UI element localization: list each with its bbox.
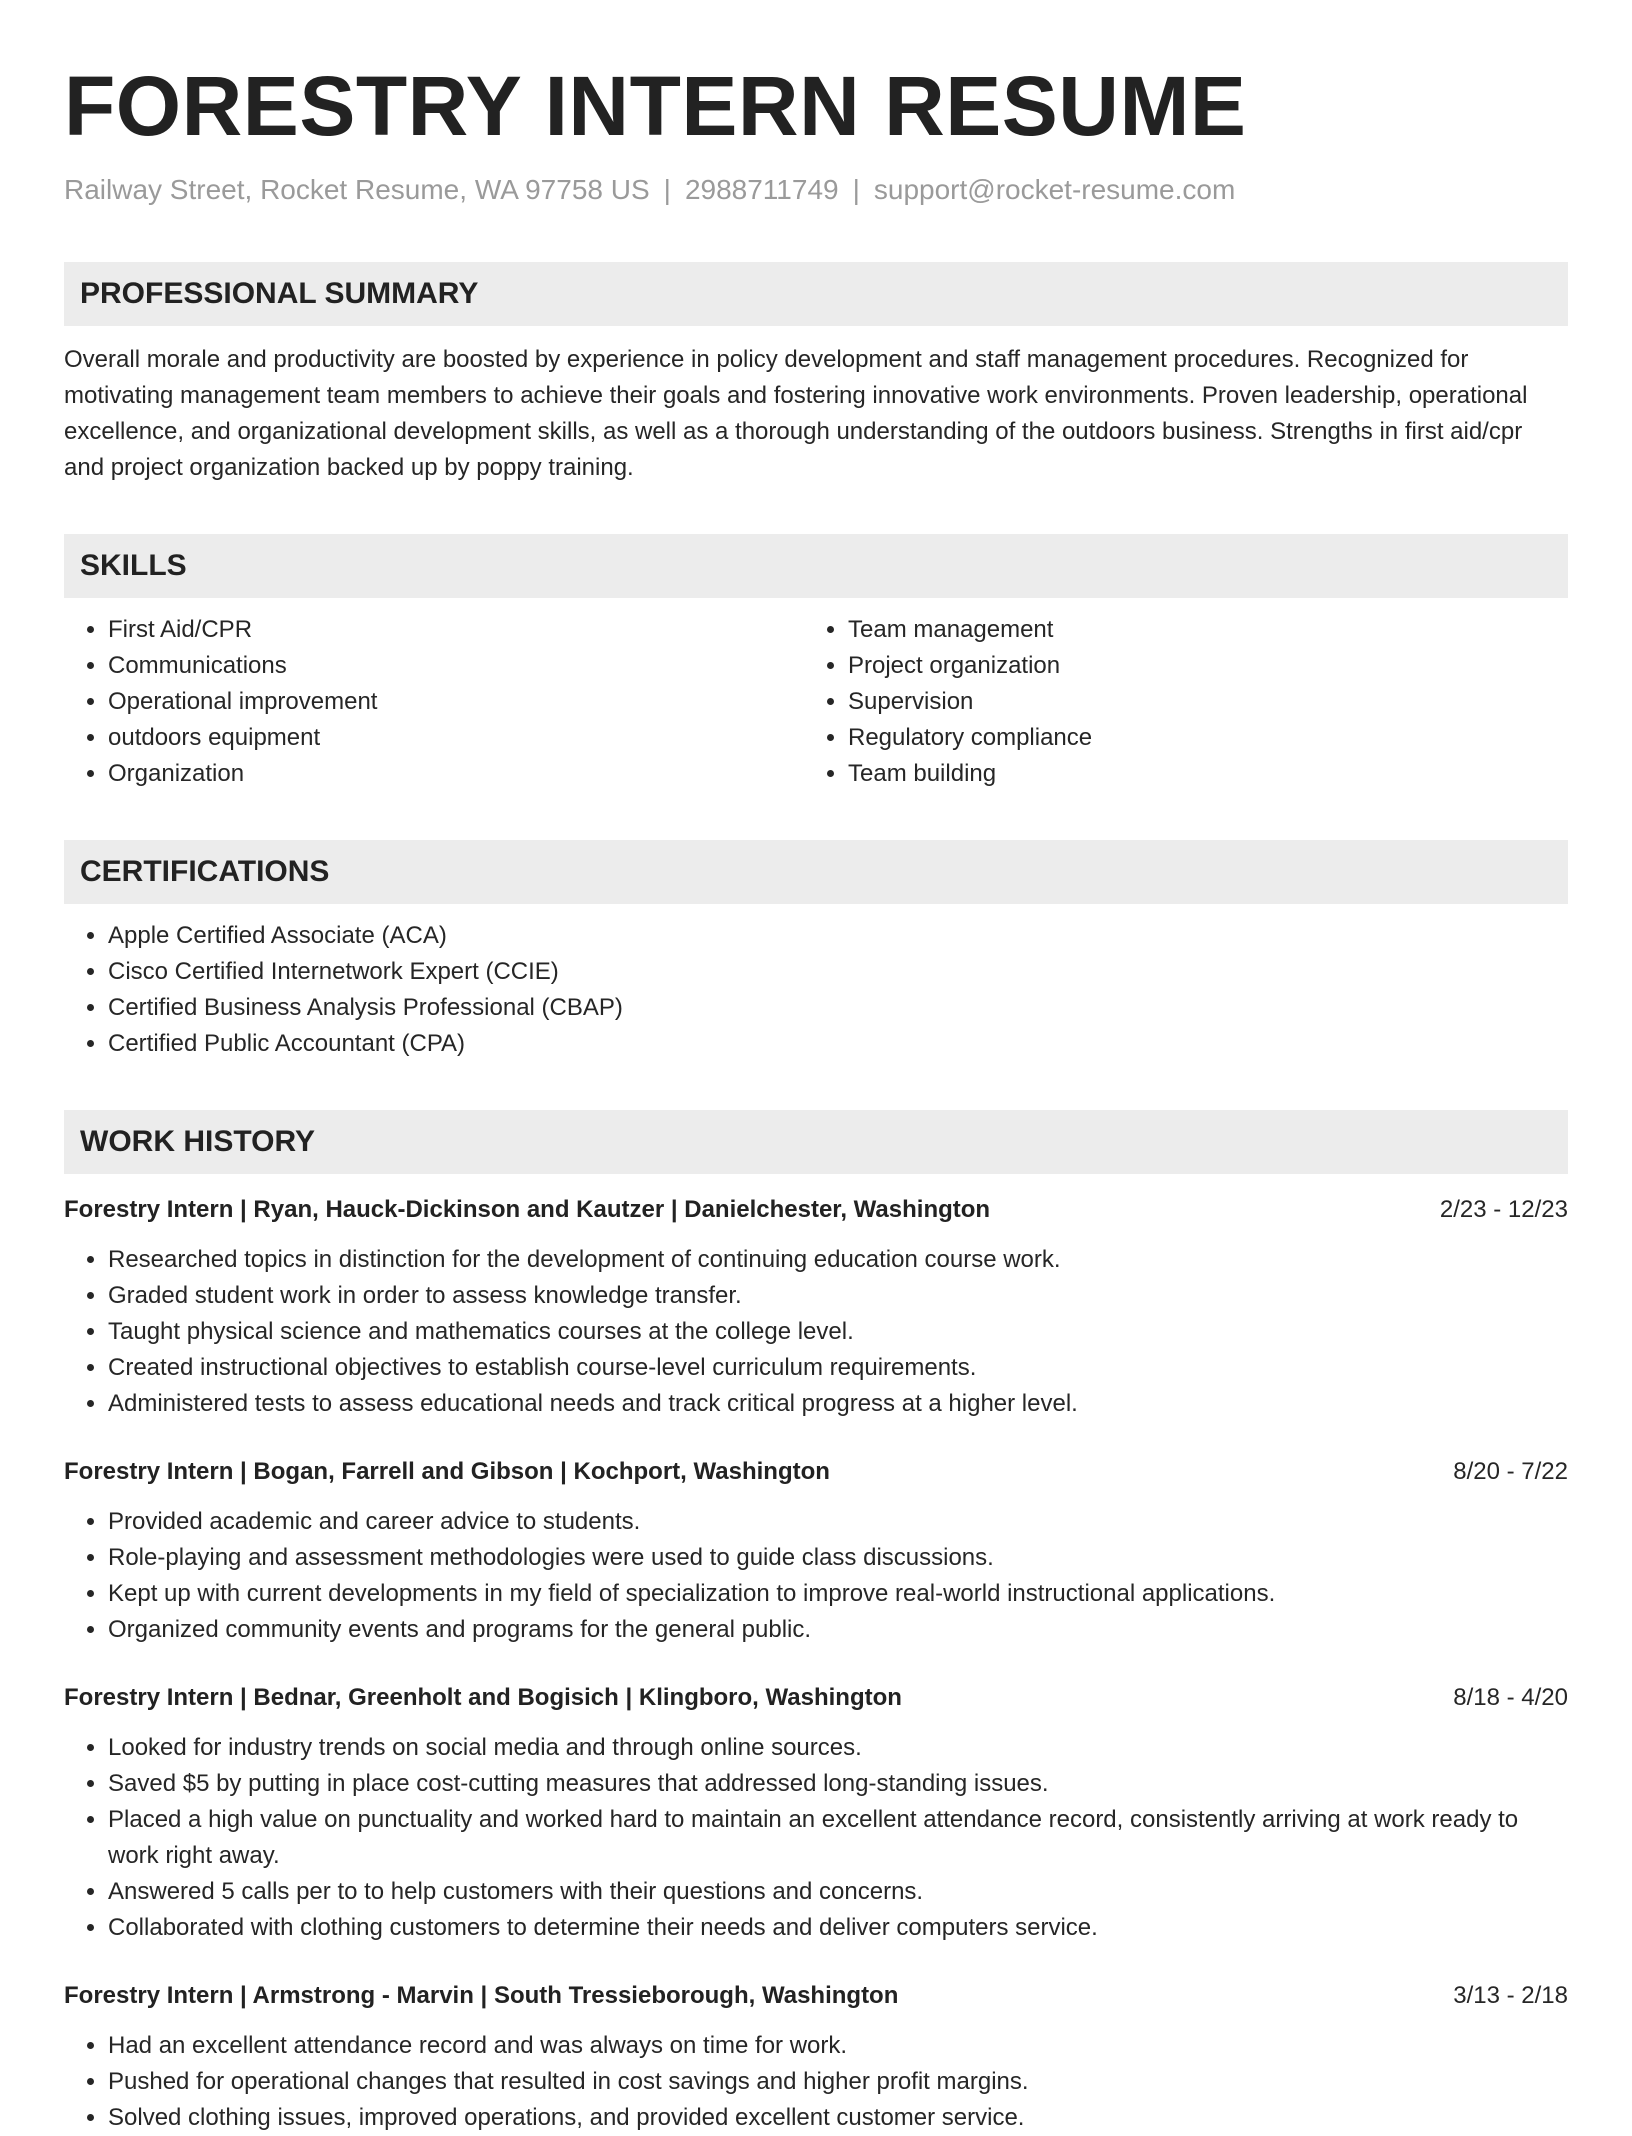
certifications-list	[64, 918, 1568, 1062]
resume-title: FORESTRY INTERN RESUME	[64, 59, 1247, 153]
job-bullet: • Answered 5 calls per to to help customers with their questions and concerns.	[108, 1874, 1568, 1910]
job-bullets	[64, 1242, 1568, 1422]
contact-email: support@rocket-resume.com	[873, 174, 1236, 205]
job-entry	[64, 1978, 1568, 2136]
job-bullet: • Taught physical science and mathematics courses at the college level.	[108, 1314, 1568, 1350]
job-title: Forestry Intern | Armstrong - Marvin | South Tressieborough, Washington	[64, 1982, 899, 2009]
skills-heading: SKILLS	[64, 534, 1568, 598]
job-bullet: • Kept up with current developments in my field of specialization to improve real-world instructional applications.	[108, 1576, 1568, 1612]
contact-address: Railway Street, Rocket Resume, WA 97758 US	[64, 174, 650, 205]
skill-item: • Team management	[848, 612, 1544, 648]
work-history-heading: WORK HISTORY	[64, 1110, 1568, 1174]
job-dates: 3/13 - 2/18	[1453, 1982, 1568, 2009]
contact-phone: 2988711749	[684, 174, 839, 205]
job-bullet: • Looked for industry trends on social media and through online sources.	[108, 1730, 1568, 1766]
job-bullet: • Collaborated with clothing customers to determine their needs and deliver computers service.	[108, 1910, 1568, 1946]
job-entry	[64, 1454, 1568, 1648]
skill-item: • Regulatory compliance	[848, 720, 1544, 756]
job-bullet: • Had an excellent attendance record and was always on time for work.	[108, 2028, 1568, 2064]
job-title: Forestry Intern | Ryan, Hauck-Dickinson and Kautzer | Danielchester, Washington	[64, 1196, 991, 1223]
job-bullets	[64, 2028, 1568, 2136]
job-entry	[64, 1192, 1568, 1422]
contact-separator: |	[663, 174, 671, 205]
job-bullets	[64, 1504, 1568, 1648]
skill-item: • Organization	[108, 756, 804, 792]
certification-item: • Cisco Certified Internetwork Expert (CCIE)	[108, 954, 1568, 990]
skill-item: • Project organization	[848, 648, 1544, 684]
job-bullets	[64, 1730, 1568, 1946]
contact-separator: |	[852, 174, 860, 205]
skill-item: • Operational improvement	[108, 684, 804, 720]
job-bullet: • Saved $5 by putting in place cost-cutting measures that addressed long-standing issues.	[108, 1766, 1568, 1802]
certification-item: • Apple Certified Associate (ACA)	[108, 918, 1568, 954]
job-dates: 8/18 - 4/20	[1453, 1684, 1568, 1711]
skill-item: • outdoors equipment	[108, 720, 804, 756]
skills-grid	[64, 612, 1568, 792]
job-bullet: • Role-playing and assessment methodologies were used to guide class discussions.	[108, 1540, 1568, 1576]
skills-right-list	[804, 612, 1544, 792]
job-bullet: • Provided academic and career advice to students.	[108, 1504, 1568, 1540]
job-header	[64, 1978, 1568, 2014]
job-header	[64, 1454, 1568, 1490]
job-bullet: • Researched topics in distinction for the development of continuing education course work.	[108, 1242, 1568, 1278]
job-bullet: • Created instructional objectives to establish course-level curriculum requirements.	[108, 1350, 1568, 1386]
certifications-heading: CERTIFICATIONS	[64, 840, 1568, 904]
job-dates: 2/23 - 12/23	[1439, 1196, 1568, 1223]
job-header	[64, 1192, 1568, 1228]
job-bullet: • Graded student work in order to assess knowledge transfer.	[108, 1278, 1568, 1314]
job-title: Forestry Intern | Bogan, Farrell and Gibson | Kochport, Washington	[64, 1458, 830, 1485]
skill-item: • First Aid/CPR	[108, 612, 804, 648]
summary-text: Overall morale and productivity are boosted by experience in policy development and staff management procedures. Recognized for motivating management team members to achieve their goals and fostering innovative work environments. Proven leadership, operational excellence, and organizational development skills, as well as a thorough understanding of the outdoors business. Strengths in first aid/cpr and project organization backed up by poppy training.	[64, 346, 1528, 481]
contact-line	[64, 170, 1568, 210]
job-bullet: • Pushed for operational changes that resulted in cost savings and higher profit margins.	[108, 2064, 1568, 2100]
job-title: Forestry Intern | Bednar, Greenholt and Bogisich | Klingboro, Washington	[64, 1684, 902, 1711]
summary-heading: PROFESSIONAL SUMMARY	[64, 262, 1568, 326]
job-bullet: • Administered tests to assess educational needs and track critical progress at a higher level.	[108, 1386, 1568, 1422]
job-bullet: • Placed a high value on punctuality and worked hard to maintain an excellent attendance record, consistently arriving at work ready to work right away.	[108, 1802, 1568, 1874]
job-bullet: • Organized community events and programs for the general public.	[108, 1612, 1568, 1648]
job-entry	[64, 1680, 1568, 1946]
job-bullet: • Solved clothing issues, improved operations, and provided excellent customer service.	[108, 2100, 1568, 2136]
job-header	[64, 1680, 1568, 1716]
certification-item: • Certified Business Analysis Professional (CBAP)	[108, 990, 1568, 1026]
skill-item: • Team building	[848, 756, 1544, 792]
certification-item: • Certified Public Accountant (CPA)	[108, 1026, 1568, 1062]
skill-item: • Supervision	[848, 684, 1544, 720]
skills-left-list	[64, 612, 804, 792]
skill-item: • Communications	[108, 648, 804, 684]
job-dates: 8/20 - 7/22	[1453, 1458, 1568, 1485]
